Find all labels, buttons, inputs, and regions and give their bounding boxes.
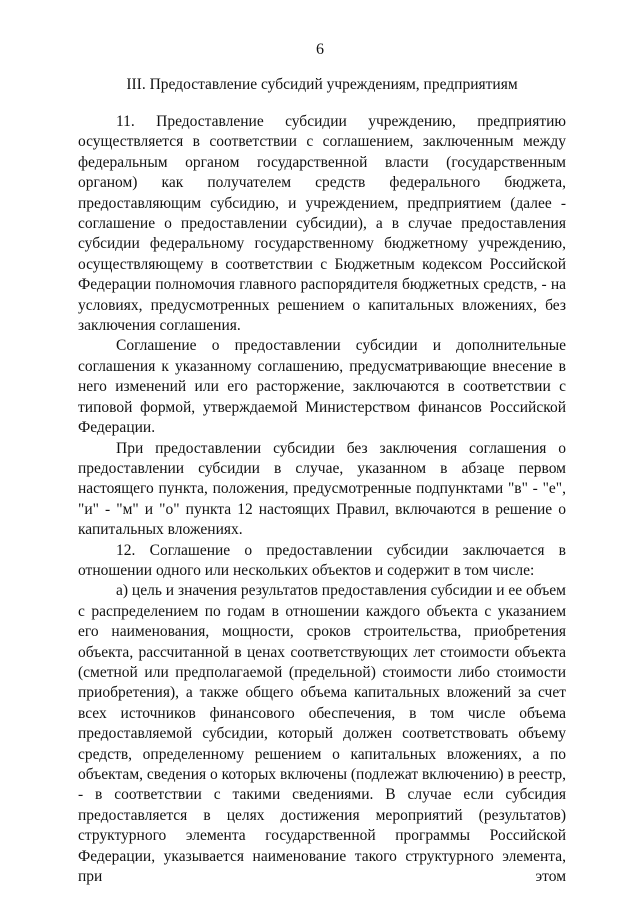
section-title: III. Предоставление субсидий учреждениям, предприятиям	[126, 76, 518, 93]
page-number: 6	[316, 41, 324, 58]
document-body	[78, 112, 566, 887]
paragraph-12: 12. Соглашение о предоставлении субсидии заключается в отношении одного или нескольких объектов и содержит в том числе:	[78, 541, 566, 579]
paragraph-without-agreement: При предоставлении субсидии без заключения соглашения о предоставлении субсидии в случае, указанном в абзаце первом настоящего пункта, положения, предусмотренные подпунктами "в" - "е", "и" - "м" и "о" пункта 12 настоящих Правил, включаются в решение о капитальных вложениях.	[78, 439, 566, 539]
paragraph-11: 11. Предоставление субсидии учреждению, предприятию осуществляется в соответствии с соглашением, заключенным между федеральным органом государственной власти (государственным органом) как получателем средств федерального бюджета, предоставляющим субсидию, и учреждением, предприятием (далее - соглашение о предоставлении субсидии), а в случае предоставления субсидии федеральному государственному бюджетному учреждению, осуществляющему в соответствии с Бюджетным кодексом Российской Федерации полномочия главного распорядителя бюджетных средств, - на условиях, предусмотренных решением о капитальных вложениях, без заключения соглашения.	[78, 113, 566, 335]
paragraph-12a: а) цель и значения результатов предоставления субсидии и ее объем с распределением по годам в отношении каждого объекта с указанием его наименования, мощности, сроков строительства, приобретения объекта, рассчитанной в ценах соответствующих лет стоимости объекта (сметной или предполагаемой (предельной) стоимости либо стоимости приобретения), а также общего объема капитальных вложений за счет всех источников финансового обеспечения, в том числе объема предоставляемой субсидии, который должен соответствовать объему средств, определенному решением о капитальных вложениях, а по объектам, сведения о которых включены (подлежат включению) в реестр, - в соответствии с такими сведениями. В случае если субсидия предоставляется в целях достижения мероприятий (результатов) структурного элемента государственной программы Российской Федерации, указывается наименование такого структурного элемента, при этом	[78, 582, 566, 886]
paragraph-agreement-form: Соглашение о предоставлении субсидии и дополнительные соглашения к указанному соглашению, предусматривающие внесение в него изменений или его расторжение, заключаются в соответствии с типовой формой, утверждаемой Министерством финансов Российской Федерации.	[78, 337, 566, 437]
